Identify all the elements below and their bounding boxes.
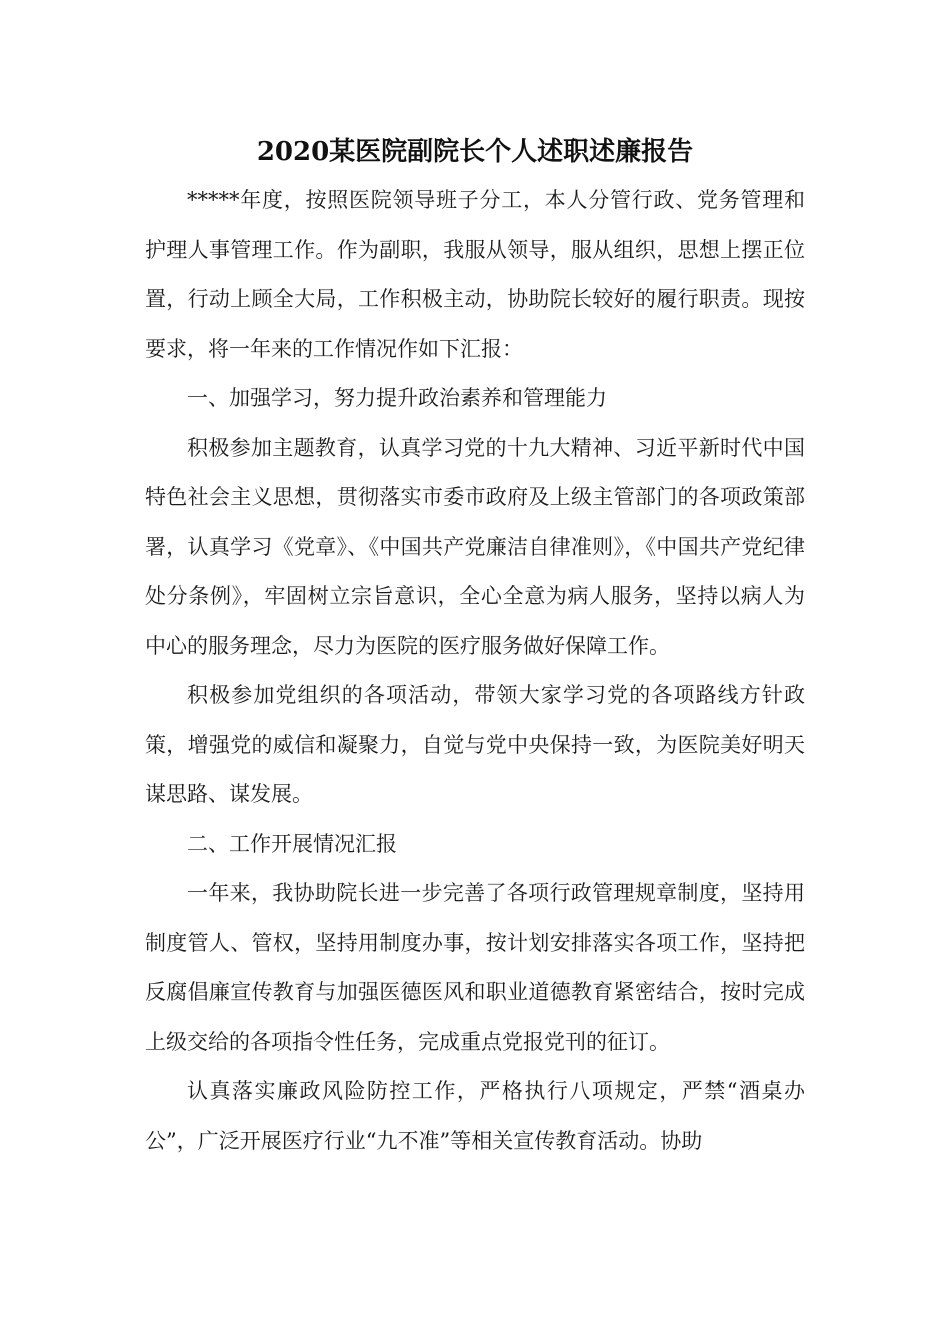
document-title: 2020某医院副院长个人述职述廉报告 bbox=[256, 137, 694, 167]
document-body bbox=[145, 176, 805, 1166]
section-heading-1: 一、加强学习，努力提升政治素养和管理能力 bbox=[187, 386, 607, 410]
paragraph: 积极参加党组织的各项活动，带领大家学习党的各项路线方针政策，增强党的威信和凝聚力，自觉与党中央保持一致，为医院美好明天谋思路、谋发展。 bbox=[145, 683, 805, 806]
section-heading-2: 二、工作开展情况汇报 bbox=[187, 831, 397, 856]
paragraph: 积极参加主题教育，认真学习党的十九大精神、习近平新时代中国特色社会主义思想，贯彻落实市委市政府及上级主管部门的各项政策部署，认真学习《党章》、《中国共产党廉洁自律准则》，《中国共产党纪律处分条例》，牢固树立宗旨意识，全心全意为病人服务，坚持以病人为中心的服务理念，尽力为医院的医疗服务做好保障工作。 bbox=[145, 435, 805, 658]
paragraph-intro: *****年度，按照医院领导班子分工，本人分管行政、党务管理和护理人事管理工作。作为副职，我服从领导，服从组织，思想上摆正位置，行动上顾全大局，工作积极主动，协助院长较好的履行职责。现按要求，将一年来的工作情况作如下汇报： bbox=[145, 188, 805, 361]
paragraph: 一年来，我协助院长进一步完善了各项行政管理规章制度，坚持用制度管人、管权，坚持用制度办事，按计划安排落实各项工作，坚持把反腐倡廉宣传教育与加强医德医风和职业道德教育紧密结合，按时完成上级交给的各项指令性任务，完成重点党报党刊的征订。 bbox=[145, 881, 805, 1054]
paragraph: 认真落实廉政风险防控工作，严格执行八项规定，严禁“酒桌办公”，广泛开展医疗行业“九不准”等相关宣传教育活动。协助 bbox=[145, 1079, 805, 1153]
